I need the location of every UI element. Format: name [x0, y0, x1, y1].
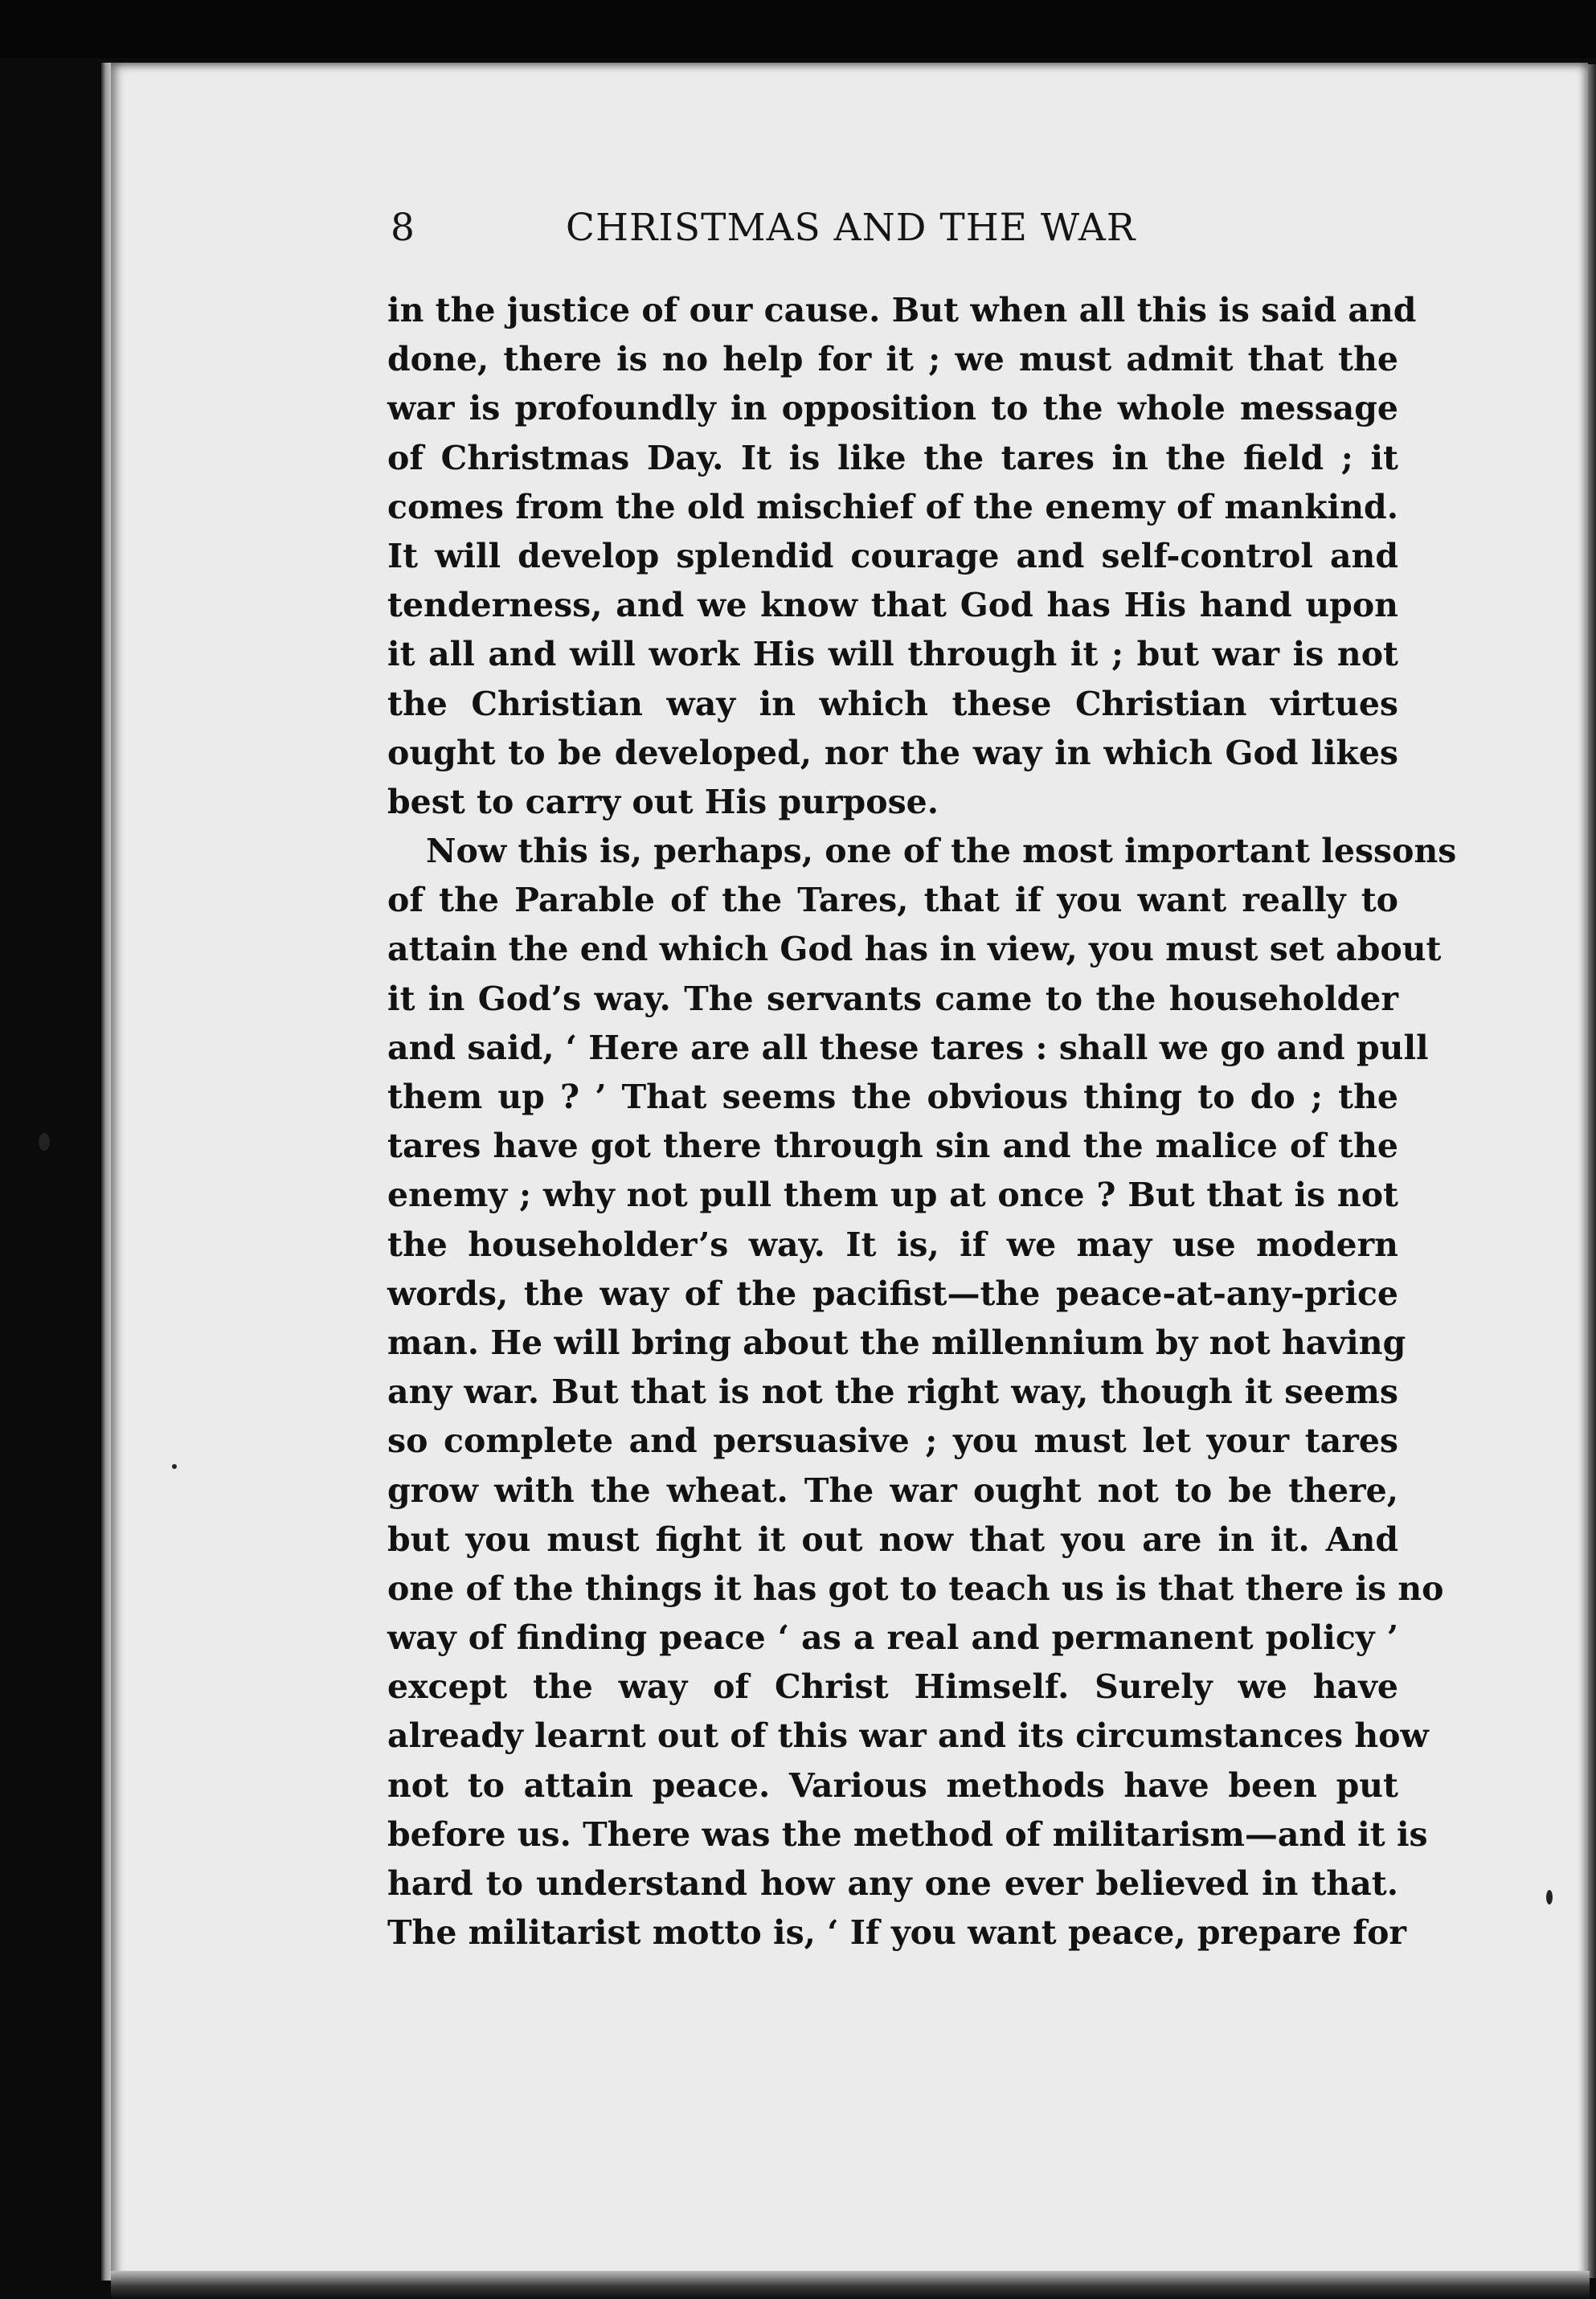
text-line: war is profoundly in opposition to the whole message	[387, 389, 1398, 428]
text-line: of Christmas Day. It is like the tares in the field ; it	[387, 438, 1398, 477]
scan-border	[0, 0, 1596, 58]
scan-speck	[1546, 1890, 1553, 1904]
text-line: way of finding peace ‘ as a real and permanent policy ’	[387, 1618, 1398, 1658]
paragraph	[387, 827, 1457, 1957]
scan-speck	[39, 1133, 50, 1151]
text-line: man. He will bring about the millennium by not having	[387, 1323, 1406, 1362]
text-line: it in God’s way. The servants came to the householder	[387, 979, 1398, 1018]
text-line: so complete and persuasive ; you must let your tares	[387, 1422, 1398, 1461]
text-line: any war. But that is not the right way, though it seems	[387, 1372, 1398, 1412]
running-head	[391, 206, 1199, 257]
text-line: enemy ; why not pull them up at once ? But that is not	[387, 1176, 1398, 1215]
text-line: The militarist motto is, ‘ If you want peace, prepare for	[387, 1913, 1407, 1953]
text-line: Now this is, perhaps, one of the most important lessons	[426, 832, 1457, 871]
scan-speck	[172, 1464, 177, 1469]
text-line: words, the way of the pacifist—the peace-at-any-price	[387, 1274, 1398, 1313]
text-line: and said, ‘ Here are all these tares : shall we go and pull	[387, 1028, 1429, 1067]
text-line: best to carry out His purpose.	[387, 782, 939, 821]
text-line: but you must fight it out now that you are in it. And	[387, 1520, 1398, 1559]
text-line: attain the end which God has in view, you must set about	[387, 930, 1442, 969]
text-line: the Christian way in which these Christian virtues	[387, 684, 1398, 723]
text-line: of the Parable of the Tares, that if you want really to	[387, 881, 1398, 920]
page-number: 8	[391, 206, 415, 250]
text-line: tares have got there through sin and the malice of the	[387, 1127, 1398, 1166]
text-line: them up ? ’ That seems the obvious thing to do ; the	[387, 1078, 1398, 1116]
text-line: except the way of Christ Himself. Surely we have	[387, 1667, 1398, 1707]
text-line: before us. There was the method of militarism—and it is	[387, 1814, 1428, 1854]
text-line: hard to understand how any one ever believed in that.	[387, 1864, 1398, 1903]
text-line: not to attain peace. Various methods have been put	[387, 1765, 1398, 1805]
paragraph	[387, 286, 1417, 827]
body-text	[387, 286, 1457, 1957]
text-line: one of the things it has got to teach us is that there is no	[387, 1569, 1444, 1608]
text-line: done, there is no help for it ; we must admit that the	[387, 340, 1398, 379]
text-line: in the justice of our cause. But when all this is said and	[387, 291, 1417, 329]
text-line: tenderness, and we know that God has His hand upon	[387, 586, 1398, 625]
text-line: It will develop splendid courage and self-control and	[387, 536, 1398, 575]
text-line: already learnt out of this war and its circumstances how	[387, 1716, 1429, 1756]
running-title: CHRISTMAS AND THE WAR	[566, 206, 1136, 250]
text-line: ought to be developed, nor the way in which God likes	[387, 733, 1398, 772]
page-edge-bottom	[111, 2271, 1590, 2299]
text-line: comes from the old mischief of the enemy of mankind.	[387, 487, 1398, 526]
text-line: the householder’s way. It is, if we may use modern	[387, 1225, 1398, 1264]
text-line: it all and will work His will through it ; but war is not	[387, 635, 1398, 674]
text-line: grow with the wheat. The war ought not to be there,	[387, 1471, 1398, 1510]
